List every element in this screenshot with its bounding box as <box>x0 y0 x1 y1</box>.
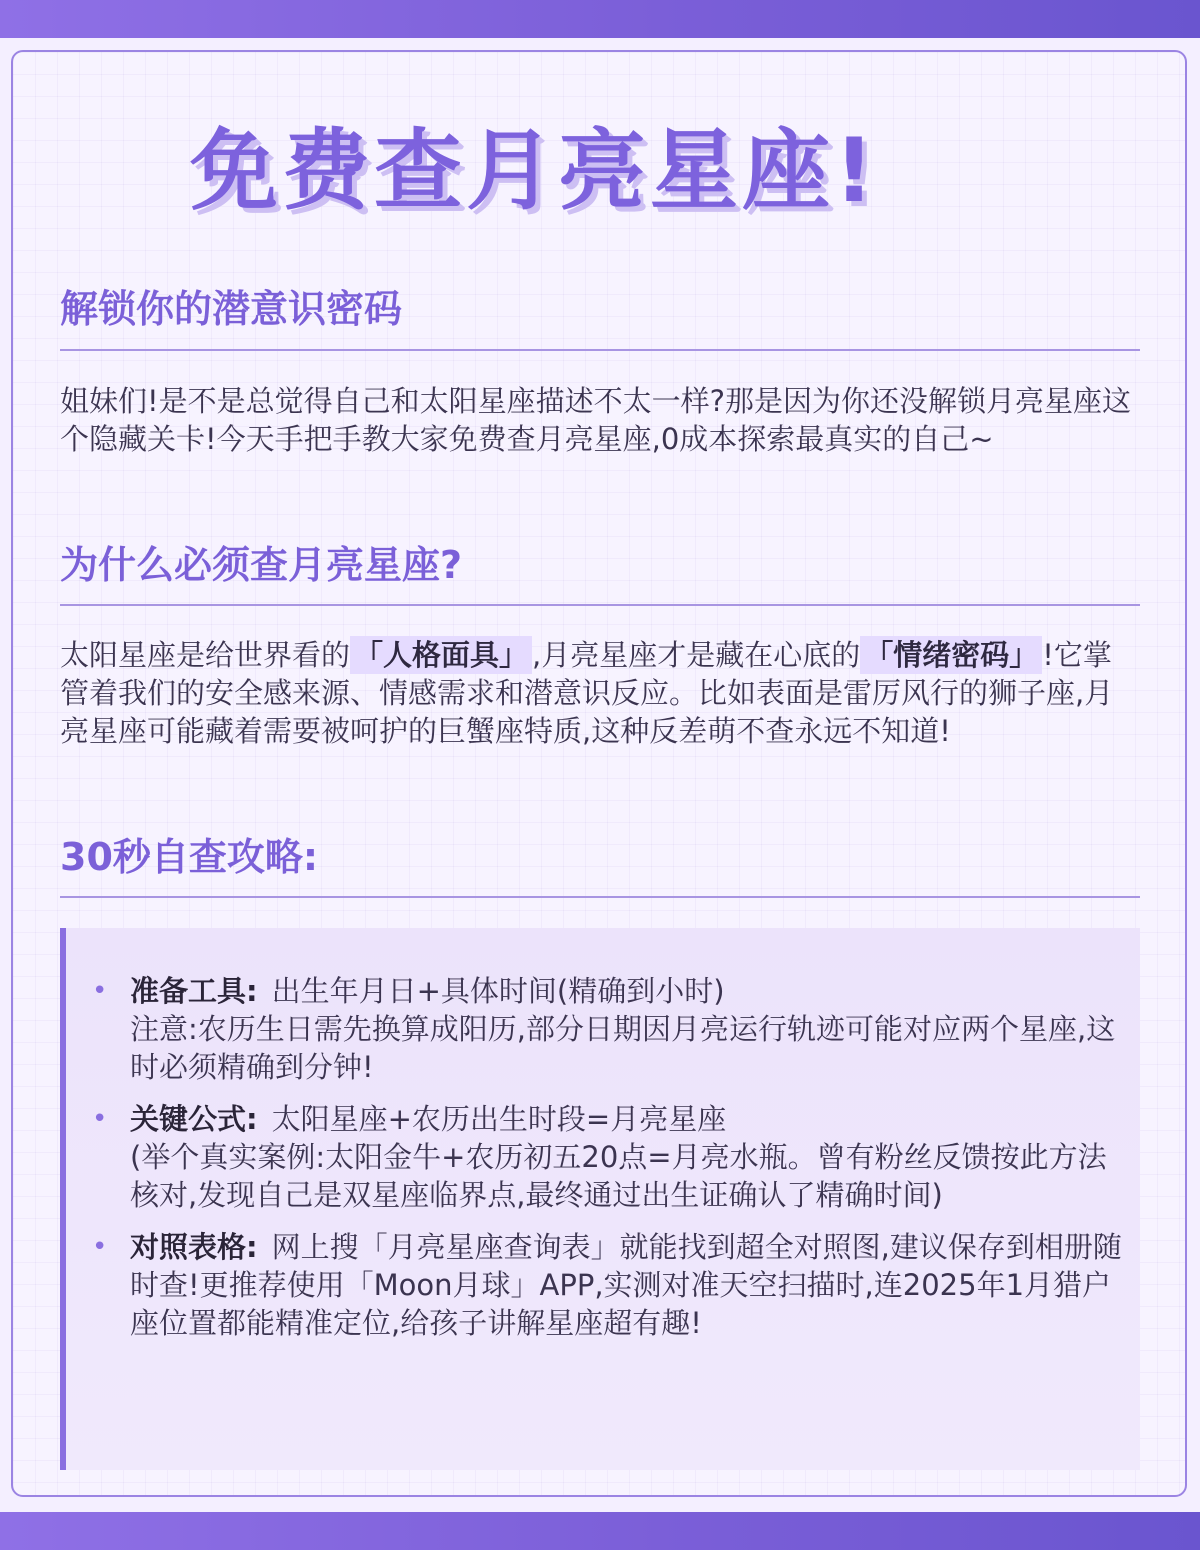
tip-note: 注意:农历生日需先换算成阳历,部分日期因月亮运行轨迹可能对应两个星座,这时必须精确到分钟! <box>130 1012 1116 1084</box>
guide-tip-box <box>60 928 1140 1470</box>
bullet-icon: • <box>92 1232 108 1262</box>
highlight-persona-mask: 「人格面具」 <box>350 636 532 674</box>
why-paragraph <box>60 636 1140 750</box>
tip-label: 关键公式: <box>130 1102 258 1136</box>
bullet-icon: • <box>92 976 108 1006</box>
bullet-icon: • <box>92 1104 108 1134</box>
guide-list <box>92 972 1130 1356</box>
section-heading-why: 为什么必须查月亮星座? <box>60 543 463 587</box>
section-divider <box>60 604 1140 606</box>
tip-label: 对照表格: <box>130 1230 258 1264</box>
intro-paragraph: 姐妹们!是不是总觉得自己和太阳星座描述不太一样?那是因为你还没解锁月亮星座这个隐藏关卡!今天手把手教大家免费查月亮星座,0成本探索最真实的自己~ <box>60 384 1132 456</box>
tip-label: 准备工具: <box>130 974 258 1008</box>
highlight-emotion-code: 「情绪密码」 <box>860 636 1042 674</box>
section-divider <box>60 349 1140 351</box>
bottom-decorative-bar <box>0 1512 1200 1550</box>
tip-text: 网上搜「月亮星座查询表」就能找到超全对照图,建议保存到相册随时查!更推荐使用「Moon月球」APP,实测对准天空扫描时,连2025年1月猎户座位置都能精准定位,给孩子讲解星座超有趣! <box>130 1230 1122 1340</box>
top-decorative-bar <box>0 0 1200 38</box>
why-text-3: !它掌管着我们的安全感来源、情感需求和潜意识反应。比如表面是雷厉风行的狮子座,月亮星座可能藏着需要被呵护的巨蟹座特质,这种反差萌不查永远不知道! <box>60 638 1114 748</box>
tip-text: 出生年月日+具体时间(精确到小时) <box>271 974 725 1008</box>
section-heading-unlock: 解锁你的潜意识密码 <box>60 287 403 331</box>
list-item <box>92 1100 1130 1214</box>
list-item <box>92 972 1130 1086</box>
why-text-1: 太阳星座是给世界看的 <box>60 638 351 672</box>
why-text-2: ,月亮星座才是藏在心底的 <box>532 638 861 672</box>
tip-text: 太阳星座+农历出生时段=月亮星座 <box>271 1102 727 1136</box>
tip-note: (举个真实案例:太阳金牛+农历初五20点=月亮水瓶。曾有粉丝反馈按此方法核对,发现自己是双星座临界点,最终通过出生证确认了精确时间) <box>130 1140 1107 1212</box>
list-item <box>92 1228 1130 1342</box>
page-title: 免费查月亮星座! <box>190 119 879 222</box>
section-heading-guide: 30秒自查攻略: <box>60 835 319 879</box>
section-divider <box>60 896 1140 898</box>
